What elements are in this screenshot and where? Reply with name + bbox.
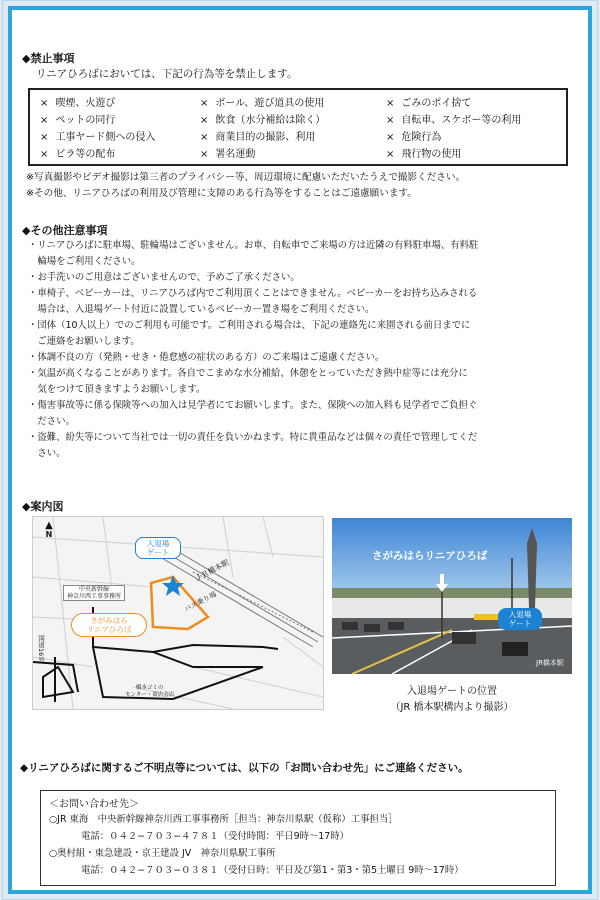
other-heading: ◆その他注意事項 <box>22 224 108 237</box>
map-station-label: ＪＲ橋本駅 <box>193 557 231 584</box>
other-line: ださい。 <box>28 416 75 427</box>
ban-item: × 商業目的の撮影、利用 <box>200 132 316 143</box>
other-line: ・体調不良の方（発熱・せき・倦怠感の症状のある方）のご来場はご遠慮ください。 <box>28 352 385 363</box>
ban-heading: ◆禁止事項 <box>22 52 75 65</box>
other-line: 気をつけて頂きますようお願いします。 <box>28 384 206 395</box>
ban-intro: リニアひろばにおいては、下記の行為等を禁止します。 <box>36 68 298 80</box>
map-road-label: 国道16号 <box>37 635 45 663</box>
other-line: ・気温が高くなることがあります。各自でこまめな水分補給、休憩をとっていただき熱中症等には充分に <box>28 368 468 379</box>
photo-gate-label: 入退場 ゲート <box>498 608 542 630</box>
photo-caption: 入退場ゲートの位置 <box>407 686 497 697</box>
ban-item: × 自転車、スケボー等の利用 <box>386 115 522 126</box>
contact-box <box>40 790 556 886</box>
photo-caption-sub: （JR 橋本駅構内より撮影） <box>390 702 514 713</box>
photo-station-label: JR橋本駅 <box>536 659 564 667</box>
other-line: ・傷害事故等に係る保険等への加入は見学者にてお願いします。また、保険への加入料も見学者でご負担ぐ <box>28 400 478 411</box>
map-bus-label: バス乗り場 <box>183 590 218 614</box>
ban-item: × 飲食（水分補給は除く） <box>200 115 326 126</box>
ban-item: × 危険行為 <box>386 132 442 143</box>
other-line: ・車椅子、ベビーカーは、リニアひろば内でご利用頂くことはできません。ベビーカーをお持ち込みされる <box>28 288 478 299</box>
contact-1-org: ○JR 東海 中央新幹線神奈川西工事事務所［担当：神奈川県駅（仮称）工事担当］ <box>49 814 398 825</box>
ban-note-other: ※その他、リニアひろばの利用及び管理に支障のある行為等をすることはご遠慮願います。 <box>26 188 417 199</box>
map-hiroba-label: さがみはら リニアひろば <box>71 613 147 637</box>
contact-1-tel: 電話：０４２−７０３−４７８１（受付時間：平日9時〜17時） <box>81 831 349 842</box>
other-line: 場合は、入退場ゲート付近に設置しているベビーカー置き場をご利用ください。 <box>28 304 375 315</box>
gate-photo <box>332 518 572 674</box>
other-line: ・盗難、紛失等について当社では一切の責任を負いかねます。特に貴重品などは個々の責任で管理してくだ <box>28 432 478 443</box>
other-line: ・団体（10人以上）でのご利用も可能です。ご利用される場合は、下記の連絡先に来園される前日までに <box>28 320 471 331</box>
other-line: ご連絡をお願いします。 <box>28 336 140 347</box>
ban-item: × ごみのポイ捨て <box>386 98 472 109</box>
ban-item: × 工事ヤード側への侵入 <box>40 132 156 143</box>
map-center-label: 橋本ゴミの センター・商店会店 <box>125 685 175 698</box>
other-line: さい。 <box>28 448 66 459</box>
ban-item: × ビラ等の配布 <box>40 149 116 160</box>
ban-note-photo: ※写真撮影やビデオ撮影は第三者のプライバシー等、周辺環境に配慮いただいたうえで撮影ください。 <box>26 172 466 183</box>
guide-heading: ◆案内図 <box>22 500 64 513</box>
other-line: ・リニアひろばに駐車場、駐輪場はございません。お車、自転車でご来場の方は近隣の有料駐車場、有料駐 <box>28 240 479 251</box>
ban-list <box>28 88 568 166</box>
other-notes <box>28 238 576 462</box>
ban-item: × ペットの同行 <box>40 115 116 126</box>
contact-2-tel: 電話：０４２−７０３−０３８１（受付日時：平日及び第1・第3・第5土曜日 9時〜17時） <box>81 865 464 876</box>
other-line: ・お手洗いのご用意はございませんので、予めご了承ください。 <box>28 272 300 283</box>
map-office-label: 中央新幹線 神奈川西工事事務所 <box>63 585 125 601</box>
contact-2-org: ○奥村組・東急建設・京王建設 JV 神奈川県駅工事所 <box>49 848 276 859</box>
north-arrow-icon: ▲ N <box>45 520 53 539</box>
contact-title: ＜お問い合わせ先＞ <box>49 799 139 810</box>
guide-map <box>32 516 324 710</box>
ban-item: × 署名運動 <box>200 149 256 160</box>
map-gate-label: 入退場 ゲート <box>135 537 181 559</box>
other-line: 輪場をご利用ください。 <box>28 256 141 267</box>
ban-item: × 飛行物の使用 <box>386 149 462 160</box>
inquiry-line: ◆リニアひろばに関するご不明点等については、以下の「お問い合わせ先」にご連絡ください。 <box>20 762 469 774</box>
photo-sign-label: さがみはらリニアひろば <box>372 550 488 562</box>
ban-item: × ボール、遊び道具の使用 <box>200 98 325 109</box>
ban-item: × 喫煙、火遊び <box>40 98 116 109</box>
